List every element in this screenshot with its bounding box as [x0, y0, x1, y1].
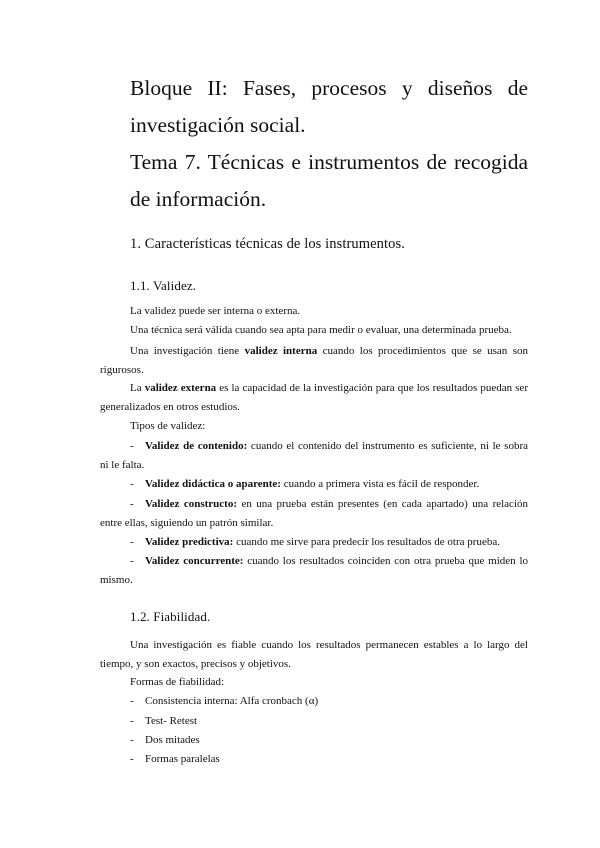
list-item-validez-didactica [100, 475, 528, 494]
validez-interna-post: cuando los procedimientos que se usan son rigurosos. [100, 345, 528, 376]
fiabilidad-form-text: Formas paralelas [145, 753, 220, 765]
validez-externa-term: validez externa [144, 382, 217, 394]
list-item-fiabilidad [100, 731, 528, 750]
list-dash: - [130, 555, 134, 567]
fiabilidad-form-text: Test- Retest [145, 715, 198, 727]
validez-type-desc: cuando a primera vista es fácil de responder. [280, 478, 480, 490]
section-validez-title: 1.1. Validez. [130, 278, 197, 293]
paragraph-fiabilidad: Una investigación es fiable cuando los resultados permanecen estables a lo largo del tiempo, y son exactos, precisos y objetivos. [100, 639, 528, 670]
list-dash: - [130, 478, 134, 490]
validez-externa-pre: La [130, 382, 145, 394]
paragraph-validez-externa [100, 379, 528, 417]
validez-type-term: Validez de contenido: [145, 440, 248, 452]
validez-type-desc: cuando el contenido del instrumento es suficiente, ni le sobra ni le falta. [100, 440, 528, 471]
paragraph-validez-2: Una técnica será válida cuando sea apta para medir o evaluar, una determinada prueba. [130, 324, 512, 336]
list-item-fiabilidad [100, 692, 528, 711]
formas-fiabilidad-label: Formas de fiabilidad: [130, 676, 225, 688]
paragraph-validez-interna [100, 342, 528, 380]
validez-type-term: Validez concurrente: [145, 555, 244, 567]
validez-interna-pre: Una investigación tiene [130, 345, 245, 357]
list-item-validez-constructo [100, 495, 528, 533]
validez-type-term: Validez predictiva: [145, 536, 234, 548]
validez-interna-term: validez interna [244, 345, 318, 357]
list-item-fiabilidad [100, 750, 528, 769]
fiabilidad-form-text: Dos mitades [145, 734, 200, 746]
topic-heading: Tema 7. Técnicas e instrumentos de recogida de información. [130, 150, 528, 211]
list-dash: - [130, 440, 134, 452]
paragraph-validez-1: La validez puede ser interna o externa. [130, 305, 301, 317]
tipos-validez-label: Tipos de validez: [130, 420, 206, 432]
list-dash: - [130, 498, 134, 510]
list-item-validez-predictiva [100, 533, 528, 552]
list-dash: - [130, 536, 134, 548]
list-dash: - [130, 715, 134, 727]
section-fiabilidad-title: 1.2. Fiabilidad. [130, 609, 211, 624]
validez-type-term: Validez didáctica o aparente: [145, 478, 281, 490]
section-1-title: 1. Características técnicas de los instrumentos. [130, 236, 405, 252]
list-item-fiabilidad [100, 712, 528, 731]
list-item-validez-concurrente [100, 552, 528, 590]
validez-type-desc: en una prueba están presentes (en cada apartado) una relación entre ellas, siguiendo un patrón similar. [100, 498, 528, 529]
validez-type-desc: cuando los resultados coinciden con otra prueba que miden lo mismo. [100, 555, 529, 586]
validez-type-desc: cuando me sirve para predecir los resultados de otra prueba. [233, 536, 500, 548]
list-item-validez-contenido [100, 437, 528, 475]
validez-externa-post: es la capacidad de la investigación para que los resultados puedan ser generalizados en otros estudios. [100, 382, 528, 413]
list-dash: - [130, 734, 134, 746]
list-dash: - [130, 695, 134, 707]
fiabilidad-form-text: Consistencia interna: Alfa cronbach (α) [145, 695, 319, 707]
block-heading: Bloque II: Fases, procesos y diseños de investigación social. [130, 76, 528, 137]
list-dash: - [130, 753, 134, 765]
validez-type-term: Validez constructo: [145, 498, 238, 510]
